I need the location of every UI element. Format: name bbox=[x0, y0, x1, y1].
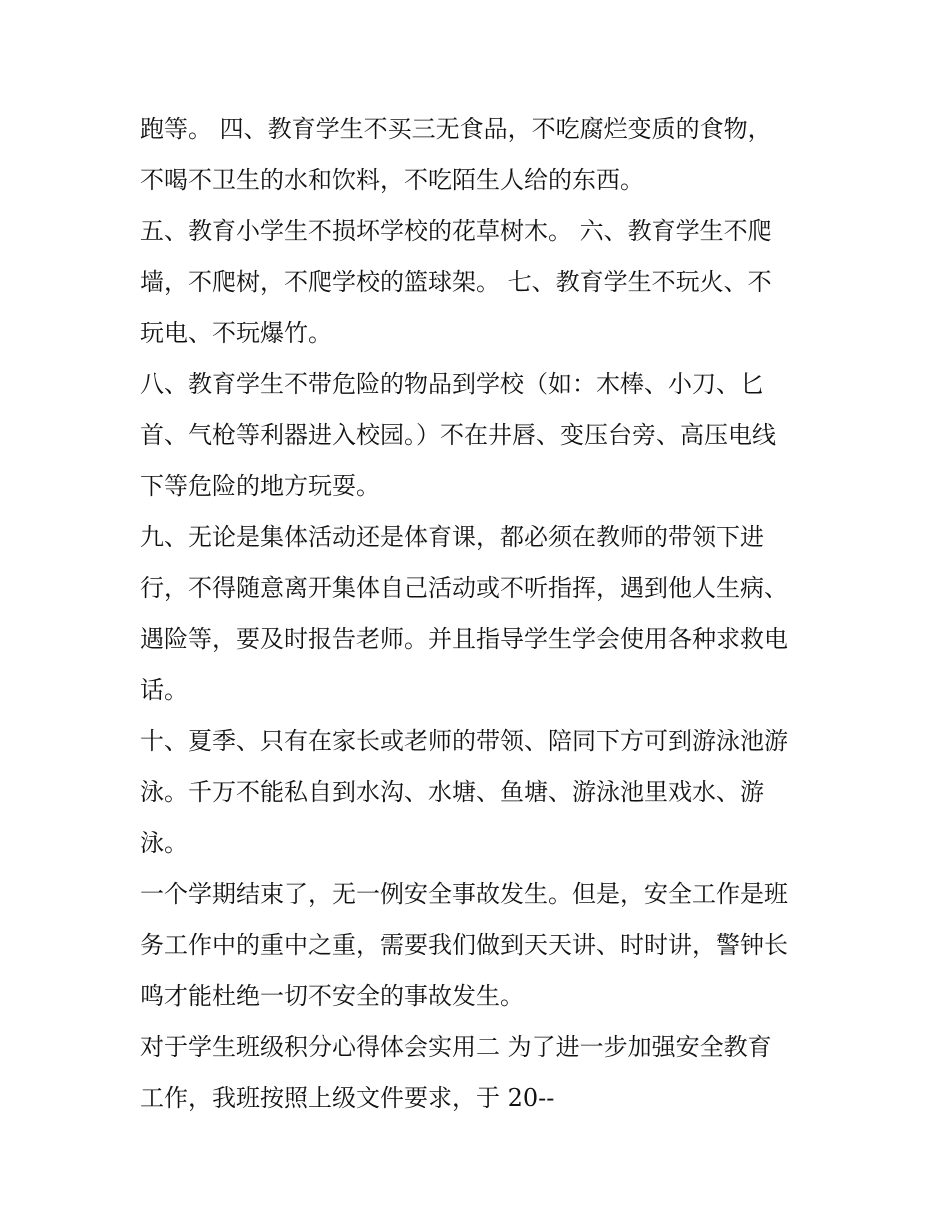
text-line: 话。 bbox=[140, 676, 188, 704]
text-line: 泳。 bbox=[140, 829, 188, 857]
text-line: 下等危险的地方玩耍。 bbox=[140, 472, 380, 500]
text-line: 工作，我班按照上级文件要求，于 20-- bbox=[140, 1084, 555, 1112]
text-line: 泳。千万不能私自到水沟、水塘、鱼塘、游泳池里戏水、游 bbox=[140, 778, 764, 806]
text-line: 务工作中的重中之重，需要我们做到天天讲、时时讲，警钟长 bbox=[140, 931, 788, 959]
text-line: 不喝不卫生的水和饮料，不吃陌生人给的东西。 bbox=[140, 166, 644, 194]
text-line: 行，不得随意离开集体自己活动或不听指挥，遇到他人生病、 bbox=[140, 574, 788, 602]
text-line: 鸣才能杜绝一切不安全的事故发生。 bbox=[140, 982, 524, 1010]
text-line: 一个学期结束了，无一例安全事故发生。但是，安全工作是班 bbox=[140, 880, 788, 908]
text-line: 十、夏季、只有在家长或老师的带领、陪同下方可到游泳池游 bbox=[140, 727, 788, 755]
text-line: 遇险等，要及时报告老师。并且指导学生学会使用各种求救电 bbox=[140, 625, 788, 653]
text-line: 五、教育小学生不损坏学校的花草树木。 六、教育学生不爬 bbox=[140, 217, 772, 245]
text-line: 八、教育学生不带危险的物品到学校（如：木棒、小刀、匕 bbox=[140, 370, 764, 398]
body-text bbox=[140, 104, 820, 1124]
text-line: 跑等。 四、教育学生不买三无食品，不吃腐烂变质的食物， bbox=[140, 115, 772, 143]
text-line: 九、无论是集体活动还是体育课，都必须在教师的带领下进 bbox=[140, 523, 764, 551]
text-line: 墙，不爬树，不爬学校的篮球架。 七、教育学生不玩火、不 bbox=[140, 268, 772, 296]
text-line: 对于学生班级积分心得体会实用二 为了进一步加强安全教育 bbox=[140, 1033, 772, 1061]
text-line: 首、气枪等利器进入校园。）不在井唇、变压台旁、高压电线 bbox=[140, 421, 776, 449]
text-line: 玩电、不玩爆竹。 bbox=[140, 319, 332, 347]
